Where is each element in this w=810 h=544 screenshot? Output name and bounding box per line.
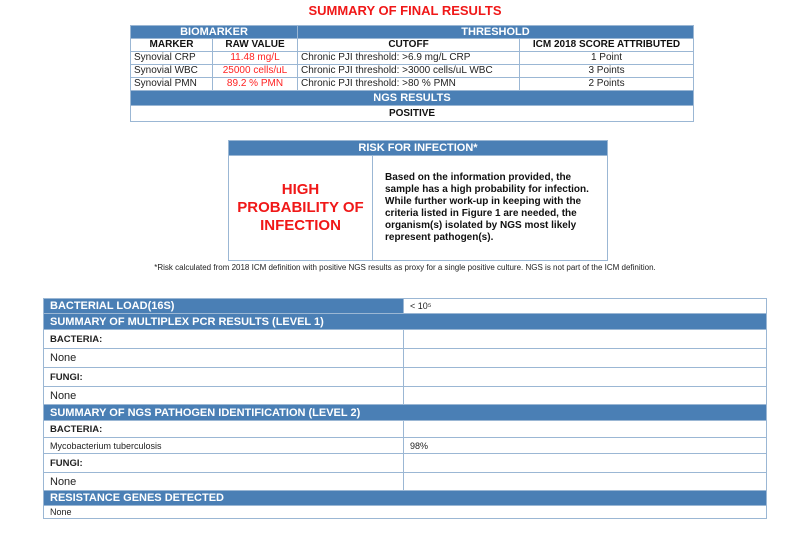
marker: Synovial CRP	[131, 52, 213, 65]
raw-value: 25000 cells/uL	[213, 65, 298, 78]
col-cutoff: CUTOFF	[298, 39, 520, 52]
col-score: ICM 2018 SCORE ATTRIBUTED	[520, 39, 694, 52]
threshold-header: THRESHOLD	[298, 26, 694, 39]
summary-table	[130, 25, 694, 122]
ngs-fungi-value: None	[44, 473, 404, 491]
table-row	[131, 78, 694, 91]
ngs-bacteria-pct: 98%	[404, 438, 767, 454]
score: 3 Points	[520, 65, 694, 78]
cutoff: Chronic PJI threshold: >6.9 mg/L CRP	[298, 52, 520, 65]
pathogen-details-table	[43, 298, 767, 519]
raw-value: 11.48 mg/L	[213, 52, 298, 65]
ngs-header: SUMMARY OF NGS PATHOGEN IDENTIFICATION (LEVEL 2)	[44, 405, 767, 421]
score: 1 Point	[520, 52, 694, 65]
resistance-value: None	[44, 506, 767, 519]
pcr-bacteria-value: None	[44, 349, 404, 368]
bacterial-load-label: BACTERIAL LOAD(16S)	[44, 299, 404, 314]
ngs-results-header: NGS RESULTS	[131, 91, 694, 106]
marker: Synovial WBC	[131, 65, 213, 78]
pcr-fungi-label: FUNGI:	[44, 368, 404, 387]
risk-header: RISK FOR INFECTION*	[229, 141, 608, 156]
resistance-header: RESISTANCE GENES DETECTED	[44, 491, 767, 506]
ngs-results-value: POSITIVE	[131, 106, 694, 122]
table-row	[131, 65, 694, 78]
table-row	[44, 438, 767, 454]
raw-value: 89.2 % PMN	[213, 78, 298, 91]
page-title: SUMMARY OF FINAL RESULTS	[308, 3, 502, 18]
risk-level: HIGH PROBABILITY OF INFECTION	[229, 156, 373, 261]
table-row	[131, 52, 694, 65]
footnote: *Risk calculated from 2018 ICM definition with positive NGS results as proxy for a single positive culture. NGS is not part of the ICM definition.	[154, 263, 656, 272]
risk-box	[228, 140, 608, 261]
biomarker-header: BIOMARKER	[131, 26, 298, 39]
marker: Synovial PMN	[131, 78, 213, 91]
ngs-bacteria-name: Mycobacterium tuberculosis	[44, 438, 404, 454]
ngs-bacteria-label: BACTERIA:	[44, 421, 404, 438]
col-marker: MARKER	[131, 39, 213, 52]
pcr-header: SUMMARY OF MULTIPLEX PCR RESULTS (LEVEL 1)	[44, 314, 767, 330]
col-raw-value: RAW VALUE	[213, 39, 298, 52]
score: 2 Points	[520, 78, 694, 91]
cutoff: Chronic PJI threshold: >3000 cells/uL WBC	[298, 65, 520, 78]
pcr-fungi-value: None	[44, 387, 404, 405]
bacterial-load-value: < 10⁵	[404, 299, 767, 314]
cutoff: Chronic PJI threshold: >80 % PMN	[298, 78, 520, 91]
pcr-bacteria-label: BACTERIA:	[44, 330, 404, 349]
ngs-fungi-label: FUNGI:	[44, 454, 404, 473]
risk-description: Based on the information provided, the sample has a high probability for infection. While further work-up in keeping with the criteria listed in Figure 1 are needed, the organism(s) isolated by NGS most likely represent pathogen(s).	[373, 156, 608, 261]
